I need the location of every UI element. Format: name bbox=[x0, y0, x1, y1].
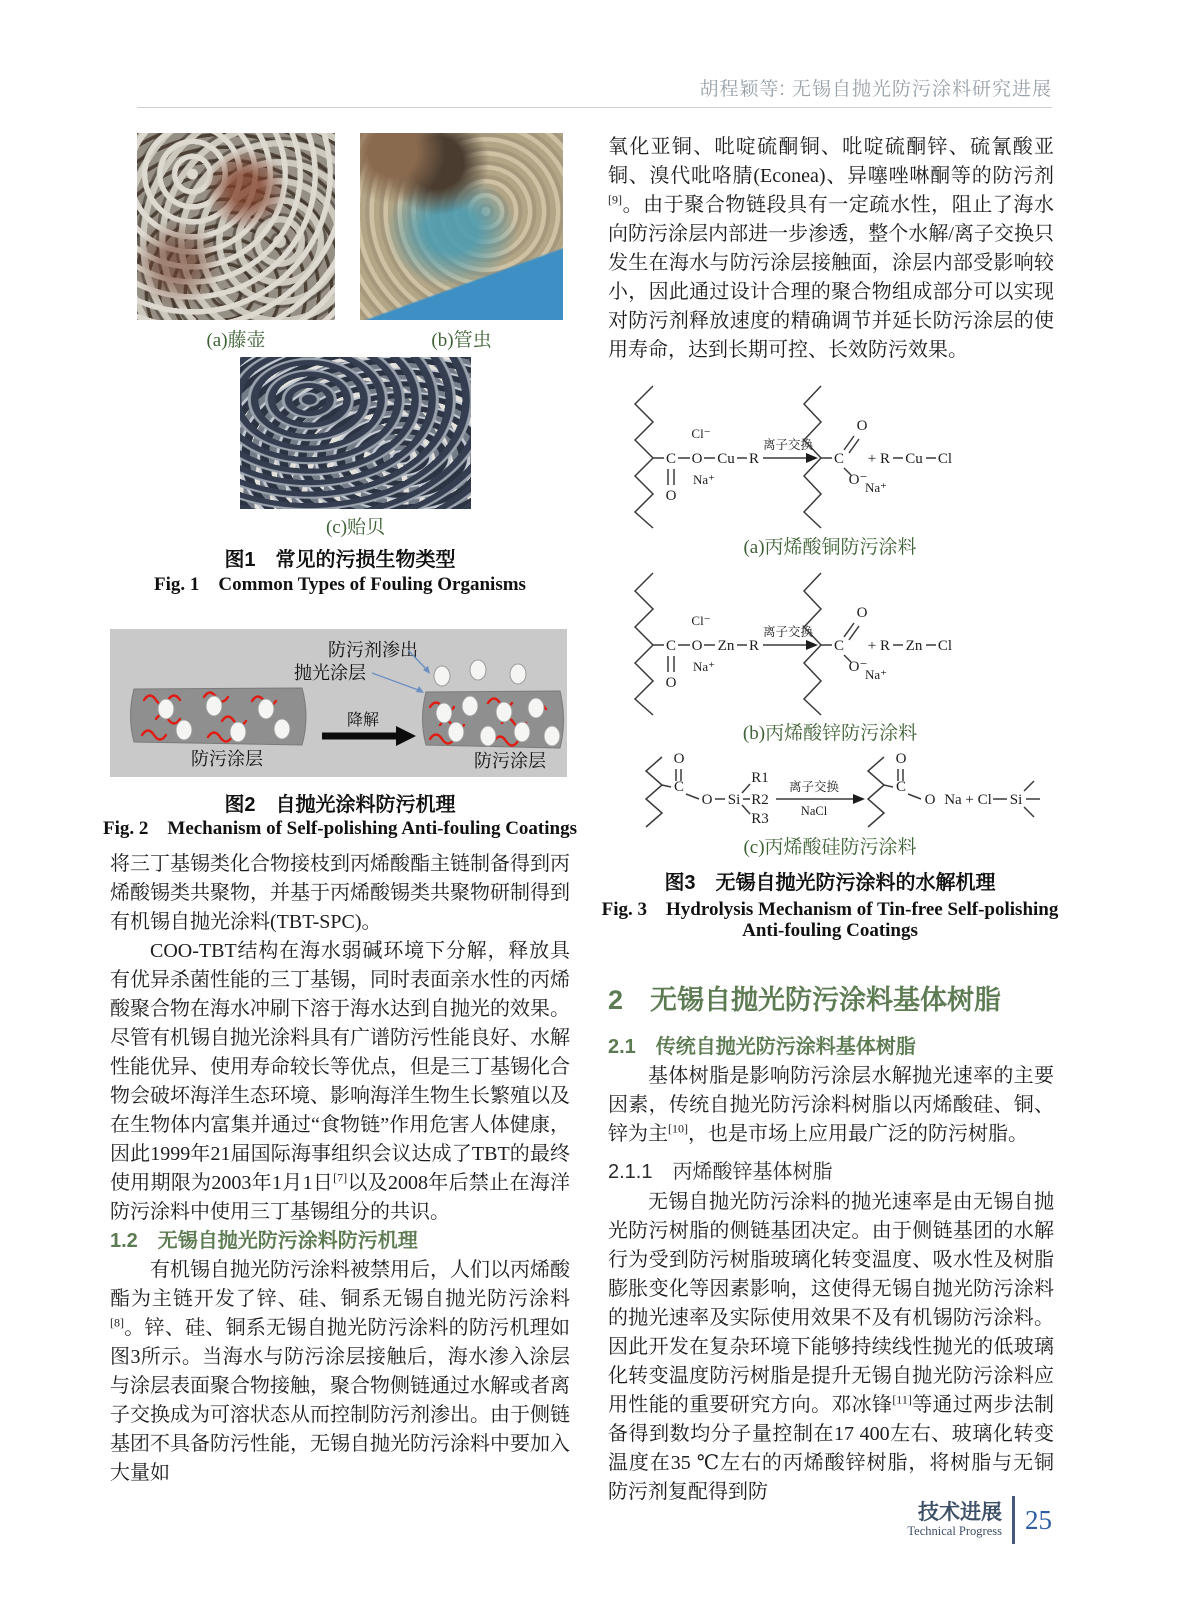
ion-p-na: Na⁺ bbox=[864, 667, 888, 682]
section-heading-2-1-1: 2.1.1 丙烯酸锌基体树脂 bbox=[608, 1161, 833, 1183]
body-paragraph: 基体树脂是影响防污涂层水解抛光速率的主要因素，传统自抛光防污涂料树脂以丙烯酸硅、铜、锌为主[10]，也是市场上应用最广泛的防污树脂。 bbox=[608, 1065, 1054, 1145]
atom-p-c: C bbox=[833, 638, 845, 654]
body-paragraph: 有机锡自抛光防污涂料被禁用后，人们以丙烯酸酯为主链开发了锌、硅、铜系无锡自抛光防污涂料[8]。锌、硅、铜系无锡自抛光防污涂料的防污机理如图3所示。当海水与防污涂层接触后，海水渗入涂层与涂层表面聚合物接触，聚合物侧链通过水解或者离子交换成为可溶状态从而控制防污剂渗出。由于侧链基团不具备防污性能，无锡自抛光防污涂料中要加入大量如 bbox=[110, 1259, 570, 1484]
figure1-photo-barnacles bbox=[137, 133, 335, 320]
figure2-caption-en: Fig. 2 Mechanism of Self-polishing Anti-fouling Coatings bbox=[103, 818, 577, 839]
atom-p-c: C bbox=[895, 779, 907, 795]
figure2-label-degrade: 降解 bbox=[346, 712, 380, 729]
atom-o-ester: O bbox=[701, 792, 713, 808]
atom-p-o: O bbox=[924, 792, 936, 808]
figure3-diagram-a bbox=[608, 378, 1052, 533]
footer-section-en: Technical Progress bbox=[907, 1524, 1002, 1539]
atom-p-o-minus: O⁻ bbox=[848, 472, 868, 488]
figure3-svg-c bbox=[608, 745, 1052, 833]
figure3-caption-en1: Fig. 3 Hydrolysis Mechanism of Tin-free Self-polishing bbox=[601, 899, 1059, 920]
figure1-caption-c: (c)贻贝 bbox=[325, 517, 386, 538]
page-footer bbox=[820, 1496, 1052, 1544]
atom-r3: R3 bbox=[751, 811, 769, 827]
atom-p-si: Si bbox=[1009, 792, 1023, 808]
figure2-label-polish: 抛光涂层 bbox=[294, 663, 366, 683]
figure1-caption-b: (b)管虫 bbox=[431, 330, 492, 351]
header-rule bbox=[137, 107, 1052, 108]
atom-r1: R1 bbox=[751, 770, 769, 786]
ion-p-na: Na⁺ bbox=[864, 480, 888, 495]
reaction-arrow-label: 离子交换 bbox=[762, 625, 814, 639]
figure3-caption-a: (a)丙烯酸铜防污涂料 bbox=[743, 537, 917, 558]
figure1-caption-a: (a)藤壶 bbox=[206, 330, 266, 351]
section-heading-1-2: 1.2 无锡自抛光防污涂料防污机理 bbox=[110, 1230, 418, 1252]
figure3-diagram-b bbox=[608, 565, 1052, 720]
atom-p-r: R bbox=[879, 451, 891, 467]
figure2-diagram bbox=[110, 629, 567, 777]
footer-section-label bbox=[907, 1501, 1002, 1539]
atom-p-o-carbonyl: O bbox=[895, 751, 907, 767]
figure1-caption-cn: 图1 常见的污损生物类型 bbox=[224, 549, 456, 571]
atom-c: C bbox=[673, 779, 685, 795]
figure2-coating-left bbox=[131, 688, 307, 745]
figure2-degrade-arrow bbox=[322, 711, 416, 746]
figure2-svg bbox=[110, 629, 567, 777]
atom-p-o-minus: O⁻ bbox=[848, 659, 868, 675]
body-paragraph: 将三丁基锡类化合物接枝到丙烯酸酯主链制备得到丙烯酸锡类共聚物，并基于丙烯酸锡类共聚物研制得到有机锡自抛光涂料(TBT-SPC)。 bbox=[110, 853, 570, 933]
atom-o-ester: O bbox=[691, 451, 703, 467]
atom-metal: Cu bbox=[717, 451, 735, 467]
figure2-escaped-particles bbox=[434, 660, 526, 686]
body-paragraph: 氧化亚铜、吡啶硫酮铜、吡啶硫酮锌、硫氰酸亚铜、溴代吡咯腈(Econea)、异噻唑啉酮等的防污剂[9]。由于聚合物链段具有一定疏水性，阻止了海水向防污涂层内部进一步渗透，整个水解/离子交换只发生在海水与防污涂层接触面，涂层内部受影响较小，因此通过设计合理的聚合物组成部分可以实现对防污剂释放速度的精确调节并延长防污涂层的使用寿命，达到长期可控、长效防污效果。 bbox=[608, 136, 1054, 361]
figure3-caption-cn: 图3 无锡自抛光防污涂料的水解机理 bbox=[664, 872, 996, 894]
atom-si: Si bbox=[727, 792, 741, 808]
atom-metal: Zn bbox=[717, 638, 735, 654]
atom-r2: R2 bbox=[751, 792, 769, 808]
section-heading-2-1: 2.1 传统自抛光防污涂料基体树脂 bbox=[608, 1036, 916, 1058]
figure2-caption-cn: 图2 自抛光涂料防污机理 bbox=[224, 794, 456, 816]
atom-o-carbonyl: O bbox=[673, 751, 685, 767]
right-column-text-bottom bbox=[608, 1188, 1054, 1507]
ion-cl: Cl⁻ bbox=[691, 426, 711, 441]
page-number: 25 bbox=[1025, 1504, 1052, 1535]
atom-p-r: R bbox=[879, 638, 891, 654]
atom-p-c: C bbox=[833, 451, 845, 467]
figure2-coating-right bbox=[423, 691, 564, 748]
atom-o-ester: O bbox=[691, 638, 703, 654]
plus-sign: + bbox=[867, 638, 877, 654]
figure3-caption-en2: Anti-fouling Coatings bbox=[742, 920, 918, 941]
reaction-arrow-label: 离子交换 bbox=[762, 438, 814, 452]
footer-divider bbox=[1012, 1496, 1015, 1544]
figure3-caption-b: (b)丙烯酸锌防污涂料 bbox=[742, 723, 918, 744]
ion-na: Na⁺ bbox=[692, 472, 716, 487]
figure2-label-coating-left: 防污涂层 bbox=[191, 749, 263, 769]
figure2-label-leach: 防污剂渗出 bbox=[328, 640, 418, 660]
figure3-svg-b bbox=[608, 565, 1052, 720]
atom-p-metal: Zn bbox=[905, 638, 923, 654]
atom-p-cl: Cl bbox=[937, 451, 953, 467]
ion-cl: Cl⁻ bbox=[691, 613, 711, 628]
section-heading-2: 2 无锡自抛光防污涂料基体树脂 bbox=[608, 985, 1002, 1015]
atom-p-cl: Cl bbox=[937, 638, 953, 654]
figure3-diagram-c bbox=[608, 745, 1052, 833]
figure1-photo-tubeworms bbox=[360, 133, 563, 320]
atom-c: C bbox=[665, 451, 677, 467]
footer-section-cn: 技术进展 bbox=[918, 1500, 1002, 1524]
atom-c: C bbox=[665, 638, 677, 654]
atom-r: R bbox=[748, 451, 760, 467]
right-column-text-mid bbox=[608, 1062, 1054, 1149]
atom-p-metal: Cu bbox=[905, 451, 923, 467]
atom-r: R bbox=[748, 638, 760, 654]
atom-p-o: O bbox=[856, 605, 868, 621]
atom-o-carbonyl: O bbox=[665, 675, 677, 691]
running-header: 胡程颖等: 无锡自抛光防污涂料研究进展 bbox=[699, 79, 1052, 100]
body-paragraph: COO-TBT结构在海水弱碱环境下分解，释放具有优异杀菌性能的三丁基锡，同时表面亲水性的丙烯酸聚合物在海水冲刷下溶于海水达到自抛光的效果。尽管有机锡自抛光涂料具有广谱防污性能良好、水解性能优异、使用寿命较长等优点，但是三丁基锡化合物会破坏海洋生态环境、影响海洋生物生长繁殖以及在生物体内富集并通过“食物链”作用危害人体健康，因此1999年21届国际海事组织会议达成了TBT的最终使用期限为2003年1月1日[7]以及2008年后禁止在海洋防污涂料中使用三丁基锡组分的共识。 bbox=[110, 940, 571, 1223]
ion-na: Na⁺ bbox=[692, 659, 716, 674]
atom-p-o: O bbox=[856, 418, 868, 434]
figure1-photo-mussels bbox=[240, 357, 471, 509]
figure1-caption-en: Fig. 1 Common Types of Fouling Organisms bbox=[154, 574, 526, 595]
body-paragraph: 无锡自抛光防污涂料的抛光速率是由无锡自抛光防污树脂的侧链基团决定。由于侧链基团的水解行为受到防污树脂玻璃化转变温度、吸水性及树脂膨胀变化等因素影响，这使得无锡自抛光防污涂料的抛光速率及实际使用效果不及有机锡防污涂料。因此开发在复杂环境下能够持续线性抛光的低玻璃化转变温度防污树脂是提升无锡自抛光防污涂料应用性能的重要研究方向。邓冰锋[11]等通过两步法制备得到数均分子量控制在17 400左右、玻璃化转变温度在35 ℃左右的丙烯酸锌树脂，将树脂与无铜防污剂复配得到防 bbox=[608, 1191, 1055, 1503]
atom-o-carbonyl: O bbox=[665, 488, 677, 504]
plus-sign: + bbox=[867, 451, 877, 467]
figure2-label-coating-right: 防污涂层 bbox=[474, 751, 546, 771]
figure3-caption-c: (c)丙烯酸硅防污涂料 bbox=[743, 837, 917, 858]
reaction-arrow-top: 离子交换 bbox=[788, 780, 840, 794]
left-column-text bbox=[110, 850, 570, 1488]
reaction-arrow-bottom: NaCl bbox=[800, 804, 828, 818]
figure3-svg-a bbox=[608, 378, 1052, 533]
salt-na-cl: Na + Cl bbox=[944, 792, 992, 808]
right-column-text-top bbox=[608, 133, 1054, 365]
